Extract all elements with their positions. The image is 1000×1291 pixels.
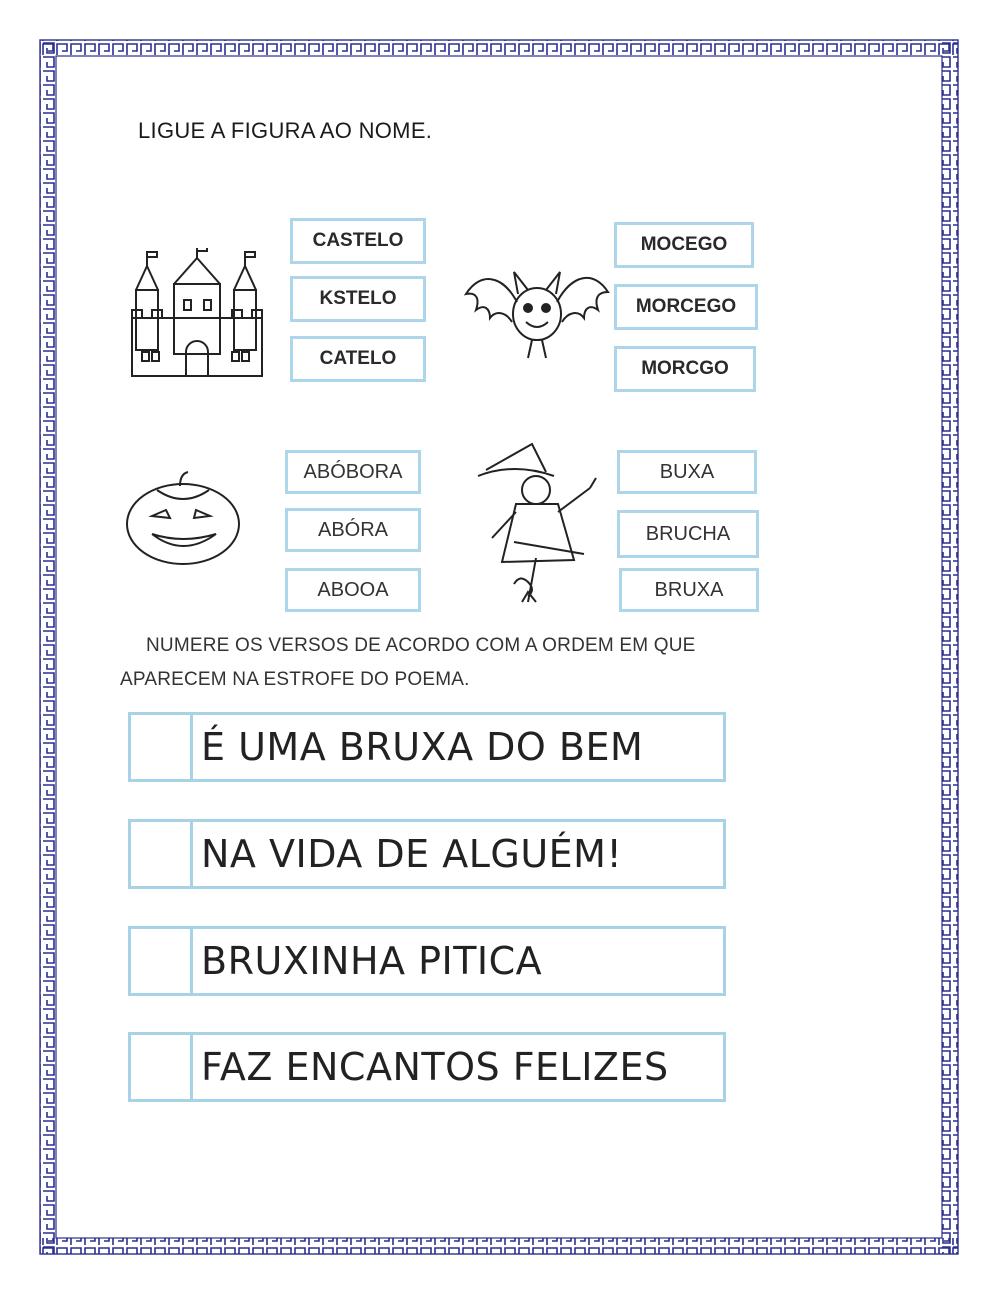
- witch-option-3[interactable]: BRUXA: [619, 568, 759, 612]
- witch-option-2[interactable]: BRUCHA: [617, 510, 759, 558]
- bat-option-1[interactable]: MOCEGO: [614, 222, 754, 268]
- verse-text: FAZ ENCANTOS FELIZES: [201, 1045, 669, 1089]
- verse-number-input[interactable]: [131, 822, 193, 886]
- instruction-line-1: NUMERE OS VERSOS DE ACORDO COM A ORDEM EM QUE: [146, 635, 696, 656]
- pumpkin-option-3[interactable]: ABOOA: [285, 568, 421, 612]
- verse-row: [128, 1032, 726, 1102]
- verse-row: [128, 819, 726, 889]
- exercise-title: LIGUE A FIGURA AO NOME.: [138, 118, 433, 143]
- witch-icon: [474, 442, 614, 614]
- instruction-line-2: APARECEM NA ESTROFE DO POEMA.: [120, 669, 470, 690]
- verse-text: BRUXINHA PITICA: [201, 939, 543, 983]
- bat-icon: [462, 262, 612, 368]
- pumpkin-icon: [122, 468, 244, 568]
- verse-number-input[interactable]: [131, 1035, 193, 1099]
- castle-icon: [122, 248, 272, 380]
- verse-row: [128, 712, 726, 782]
- verse-text: NA VIDA DE ALGUÉM!: [201, 832, 623, 876]
- pumpkin-option-1[interactable]: ABÓBORA: [285, 450, 421, 494]
- verse-row: [128, 926, 726, 996]
- bat-option-2[interactable]: MORCEGO: [614, 284, 758, 330]
- bat-option-3[interactable]: MORCGO: [614, 346, 756, 392]
- castle-option-3[interactable]: CATELO: [290, 336, 426, 382]
- verse-number-input[interactable]: [131, 929, 193, 993]
- castle-option-2[interactable]: KSTELO: [290, 276, 426, 322]
- witch-option-1[interactable]: BUXA: [617, 450, 757, 494]
- verse-number-input[interactable]: [131, 715, 193, 779]
- pumpkin-option-2[interactable]: ABÓRA: [285, 508, 421, 552]
- verse-text: É UMA BRUXA DO BEM: [201, 725, 644, 769]
- castle-option-1[interactable]: CASTELO: [290, 218, 426, 264]
